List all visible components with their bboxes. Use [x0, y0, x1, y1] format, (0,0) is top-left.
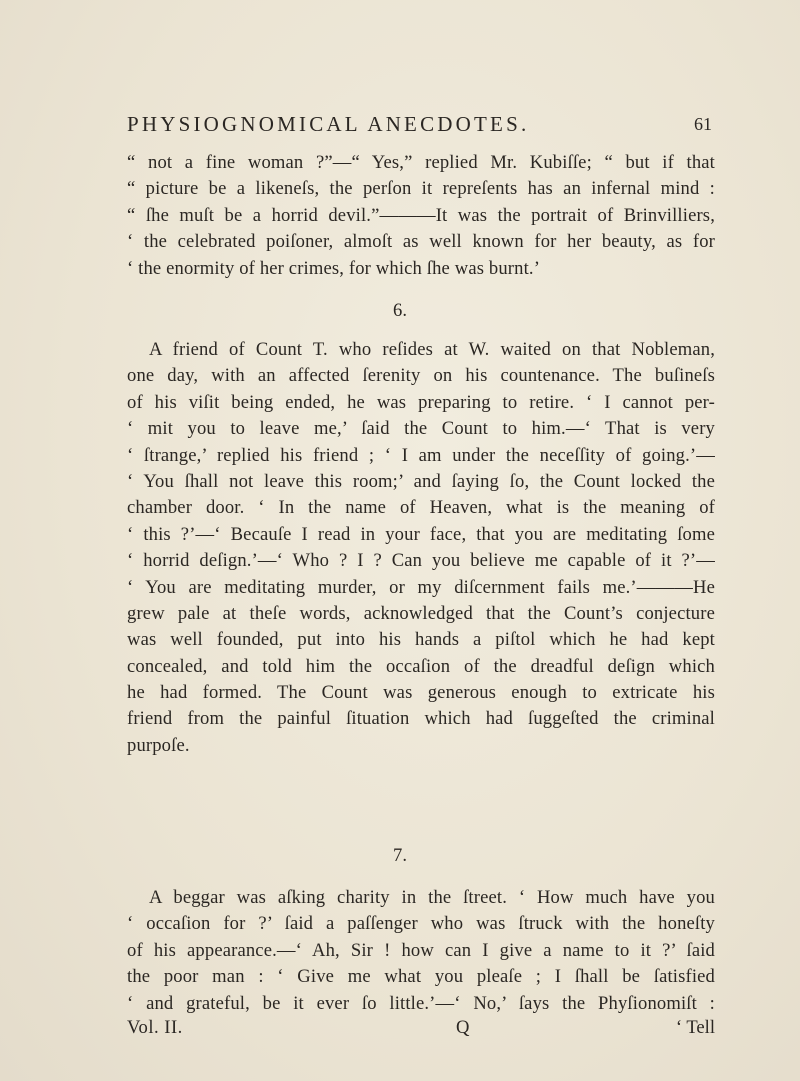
text-line: ‘ You ſhall not leave this room;’ and ſaying ſo, the Count locked the [127, 470, 715, 492]
text-line: “ ſhe muſt be a horrid devil.”———It was the portrait of Brinvilliers, [127, 204, 715, 226]
text-line: ‘ the enormity of her crimes, for which ſhe was burnt.’ [127, 257, 541, 279]
text-line: “ not a fine woman ?”—“ Yes,” replied Mr. Kubiſſe; “ but if that [127, 152, 715, 173]
anecdote-7 [127, 885, 715, 1017]
signature-mark: Q [456, 1017, 470, 1038]
text-line: ‘ You are meditating murder, or my diſcernment fails me.’———He [127, 576, 715, 598]
text-line: of his viſit being ended, he was preparing to retire. ‘ I cannot per- [127, 391, 715, 413]
anecdote-6 [127, 337, 715, 759]
section-number-7: 7. [393, 845, 407, 866]
text-line: was well founded, put into his hands a piſtol which he had kept [127, 629, 715, 651]
text-line: ‘ ſtrange,’ replied his friend ; ‘ I am under the neceſſity of going.’— [127, 444, 715, 466]
text-line: ‘ occaſion for ?’ ſaid a paſſenger who was ſtruck with the honeſty [127, 913, 715, 935]
running-title: PHYSIOGNOMICAL ANECDOTES. [127, 112, 530, 136]
text-line: he had formed. The Count was generous enough to extricate his [127, 682, 715, 704]
text-line: A friend of Count T. who reſides at W. waited on that Nobleman, [149, 339, 715, 360]
running-head [127, 112, 712, 142]
text-line: of his appearance.—‘ Ah, Sir ! how can I give a name to it ?’ ſaid [127, 939, 715, 961]
paragraph-continuation [127, 150, 715, 282]
text-line: the poor man : ‘ Give me what you pleaſe ; I ſhall be ſatisfied [127, 966, 715, 988]
text-line: one day, with an affected ſerenity on his countenance. The buſineſs [127, 365, 715, 387]
text-line: ‘ this ?’—‘ Becauſe I read in your face, that you are meditating ſome [127, 523, 715, 545]
text-line: ‘ mit you to leave me,’ ſaid the Count to him.—‘ That is very [127, 418, 715, 440]
text-line: ‘ and grateful, be it ever ſo little.’—‘ No,’ ſays the Phyſionomiſt : [127, 992, 715, 1014]
section-number-6: 6. [393, 300, 407, 321]
page-number: 61 [694, 114, 712, 134]
text-line: ‘ the celebrated poiſoner, almoſt as well known for her beauty, as for [127, 231, 715, 253]
page-footer [127, 1017, 715, 1041]
text-line: friend from the painful ſituation which had ſuggeſted the criminal [127, 708, 715, 730]
text-line: chamber door. ‘ In the name of Heaven, what is the meaning of [127, 497, 715, 519]
text-line: purpoſe. [127, 734, 190, 756]
text-line: A beggar was aſking charity in the ſtreet. ‘ How much have you [149, 887, 715, 908]
text-line: “ picture be a likeneſs, the perſon it repreſents has an infernal mind : [127, 178, 715, 200]
text-line: grew pale at theſe words, acknowledged that the Count’s conjecture [127, 602, 715, 624]
text-line: ‘ horrid deſign.’—‘ Who ? I ? Can you believe me capable of it ?’— [127, 550, 715, 572]
volume-mark: Vol. II. [127, 1017, 183, 1038]
catchword: ‘ Tell [675, 1017, 715, 1038]
text-line: concealed, and told him the occaſion of the dreadful deſign which [127, 655, 715, 677]
